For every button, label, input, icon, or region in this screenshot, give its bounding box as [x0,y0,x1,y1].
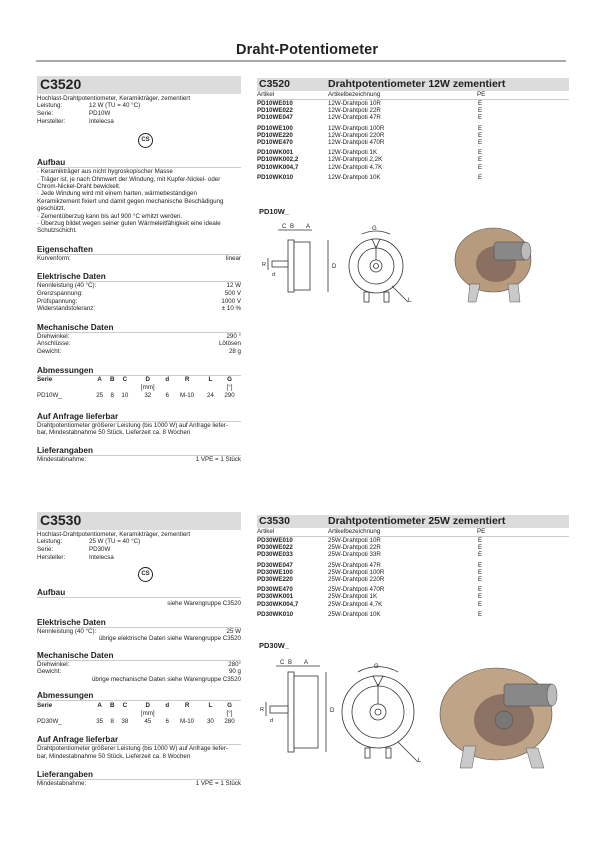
dim-cell: 8 [110,717,114,725]
dim-cell: A [97,701,102,709]
dim-cell: C [122,376,128,384]
article-pe: E [478,561,483,569]
c3530-elek-heading: Elektrische Daten [37,617,106,627]
aufbau-bullet: · Keramikträger aus nicht hygroskopischer Masse [37,168,173,176]
dim-cell: PD10W_ [37,392,62,400]
article-description: 25W-Drahtpoti 1K [328,593,378,601]
c3520-aufbau-list [37,168,241,235]
dim-cell [117,384,132,392]
c3530-aufbau-ref: siehe Warengruppe C3520 [167,600,241,608]
article-pe: E [478,544,483,552]
dim-cell [107,384,117,392]
table-row [257,551,569,558]
article-pe: E [478,610,483,618]
table-row [257,132,569,139]
table-row [257,114,569,121]
c3530-mech-note: übrige mechanische Daten siehe Warengruppe C3520 [91,675,241,683]
article-number: PD30WE022 [257,544,293,552]
c3520-kurvenform: Kurvenform: linear [37,254,241,262]
article-description: 25W-Drahtpoti 220R [328,575,385,583]
aufbau-bullet: · Zementüberzug kann bis auf 900 °C erhitzt werden. [37,212,183,220]
article-number: PD10WK002,2 [257,156,299,164]
c3530-article-table [257,515,569,618]
c3520-leistung: Leistung: 12 W (TU = 40 °C) [37,102,141,110]
article-description: 25W-Drahtpoti 470R [328,586,385,594]
c3520-article-table [257,78,569,181]
rule [37,597,241,598]
dim-cell: Serie [37,376,53,384]
cs-cert-mark: CS [138,133,153,148]
dim-row [37,392,241,400]
dim-cell: L [208,376,213,384]
dim-cell [171,709,202,717]
dim-cell: 45 [144,717,152,725]
table-row [257,164,569,171]
article-description: 25W-Drahtpoti 10K [328,610,381,618]
c3520-aufbau-heading: Aufbau [37,158,66,168]
dim-cell: 35 [96,717,104,725]
table-row [257,125,569,132]
c3530-aufbau-heading: Aufbau [37,588,66,598]
article-description: 25W-Drahtpoti 100R [328,568,385,576]
dim-cell: A [97,376,102,384]
table-row [257,611,569,618]
table-row [257,537,569,544]
dim-cell: B [110,376,115,384]
article-description: 12W-Drahtpoti 220R [328,131,385,139]
article-pe: E [478,131,483,139]
dim-a-label: A [306,224,311,230]
article-pe: E [478,100,483,107]
c3520-abm-heading: Abmessungen [37,365,94,375]
c3520-eig-heading: Eigenschaften [37,244,93,254]
dim-cell: C [122,701,128,709]
c3520-anf-line2: bar, Mindestabnahme 50 Stück, Lieferzeit ca. 8 Wochen [37,429,191,436]
dim-l-label: L [408,298,412,304]
c3520-dimensions-table [37,376,241,400]
article-number: PD30WE220 [257,575,293,583]
c3530-mech-list [37,661,241,676]
dim-cell [37,709,92,717]
article-pe: E [478,537,483,544]
dim-d-big-label: D [330,708,335,714]
pd30w-photo [440,668,557,768]
dim-cell [203,384,218,392]
dim-row [37,384,241,392]
dim-cell: D [145,376,150,384]
c3530-lief-heading: Lieferangaben [37,770,93,779]
dim-cell: 38 [121,717,129,725]
dim-cell: D [145,701,150,709]
pd10w-side-flange [288,240,294,292]
dim-cell: 6 [165,717,169,725]
c3530-mech-heading: Mechanische Daten [37,650,114,660]
mech-key: Gewicht: [37,348,62,355]
mech-row [37,661,241,669]
c3520-table-header [257,78,569,91]
article-description: 25W-Drahtpoti 10R [328,537,381,544]
dim-d-small-label: d [272,272,276,278]
c3520-anf-line1: Drahtpotentiometer größerer Leistung (bis 1000 W) auf Anfrage liefer- [37,421,228,429]
article-number: PD30WE033 [257,551,293,559]
c3530-hersteller: Hersteller: Intelecsa [37,553,114,561]
pd30w-diagram-label: PD30W_ [259,641,290,650]
article-pe: E [478,551,483,559]
c3530-serie: Serie: PD30W [37,546,111,553]
article-number: PD10WE022 [257,107,293,115]
mech-value: 290 ° [226,332,241,340]
c3520-mech-list [37,333,241,356]
c3520-table-code: C3520 [259,78,290,90]
article-pe: E [478,149,483,157]
dim-b-label: B [288,660,293,666]
article-number: PD10WE100 [257,124,293,132]
article-description: 12W-Drahtpoti 10K [328,173,381,181]
dim-cell: 10 [121,392,129,400]
mech-value: 28 g [228,348,241,355]
c3530-code: C3530 [40,512,82,528]
dim-d-small-label: d [270,718,274,724]
dim-g-label: G [372,226,377,232]
article-number: PD10WE220 [257,131,293,139]
dim-cell: G [227,376,232,384]
mech-value: Lötösen [218,340,241,348]
article-description: 12W-Drahtpoti 1K [328,149,378,157]
table-row [257,586,569,593]
cs-cert-mark: CS [138,567,153,582]
table-row [257,593,569,600]
dim-r-label: R [262,262,266,268]
aufbau-bullet: Chrom-Nickel-Draht bewickelt. [37,183,121,190]
article-number: PD10WK004,7 [257,163,299,171]
article-number: PD30WE010 [257,537,293,544]
pd10w-photo [455,228,531,302]
dim-cell [107,709,117,717]
c3520-table-title: Drahtpotentiometer 12W zementiert [328,78,506,90]
article-description: 12W-Drahtpoti 2,2K [328,156,383,164]
c3530-anf-heading: Auf Anfrage lieferbar [37,735,119,745]
elek-value: 500 V [224,290,241,298]
c3530-anf-line1: Drahtpotentiometer größerer Leistung (bis 1000 W) auf Anfrage liefer- [37,745,228,753]
table-row [257,107,569,114]
elek-value: 12 W [226,282,241,290]
elek-key: Widerstandstoleranz: [37,305,96,313]
dim-cell: 32 [144,392,152,400]
c3520-hersteller: Hersteller: Intelecsa [37,117,114,125]
dim-cell: G [227,701,232,709]
article-number: PD10WE470 [257,138,293,146]
dim-cell: [°] [226,709,233,717]
table-row [257,100,569,107]
dim-cell: [mm] [140,709,155,717]
dim-cell: Serie [37,701,53,709]
aufbau-bullet: Schutzschicht. [37,227,77,235]
title-rule [36,60,566,62]
dim-cell [92,384,107,392]
article-number: PD30WK001 [257,593,294,601]
dim-cell [163,384,171,392]
dim-cell [171,384,202,392]
mech-key: Drehwinkel: [37,660,70,668]
article-description: 12W-Drahtpoti 47R [328,114,381,122]
mech-value: 280° [228,660,241,668]
article-pe: E [478,156,483,164]
mech-key: Drehwinkel: [37,332,70,340]
dim-cell [37,384,92,392]
table-row [257,569,569,576]
mech-row [37,668,241,676]
dim-cell: 24 [206,392,214,400]
c3520-code: C3520 [40,76,82,92]
aufbau-bullet: · Jede Windung wird mit einem harten, wärmebeständigen [37,190,197,198]
dim-cell: [mm] [140,384,155,392]
elek-row [37,298,241,306]
article-pe: E [478,586,483,594]
c3520-lief-heading: Lieferangaben [37,446,93,456]
dim-c-label: C [280,660,285,666]
dim-cell: 25 [96,392,104,400]
dim-cell: B [110,701,115,709]
article-pe: E [478,173,483,181]
dim-g-label: G [374,664,379,670]
dim-cell [92,709,107,717]
dim-a-label: A [304,660,309,666]
table-row [257,562,569,569]
article-pe: E [478,593,483,601]
dim-r-label: R [260,707,264,713]
dim-cell: M-10 [180,717,195,725]
article-pe: E [478,124,483,132]
article-description: 12W-Drahtpoti 22R [328,107,381,115]
dim-cell: 290 [224,392,235,400]
article-pe: E [478,163,483,171]
c3530-abm-heading: Abmessungen [37,691,94,701]
article-description: 12W-Drahtpoti 4,7K [328,163,383,171]
dim-row [37,709,241,717]
article-description: 12W-Drahtpoti 470R [328,138,385,146]
elek-key: Grenzspannung: [37,290,83,298]
c3520-spec-panel [37,76,241,464]
article-description: 25W-Drahtpoti 33R [328,551,381,559]
dim-cell: PD30W_ [37,717,62,725]
c3530-table-header [257,515,569,528]
dim-cell: M-10 [180,392,195,400]
table-row [257,149,569,156]
c3520-mech-heading: Mechanische Daten [37,322,114,332]
dim-cell: 280 [224,717,235,725]
article-description: 25W-Drahtpoti 22R [328,544,381,552]
dim-l-label: L [418,758,422,764]
c3530-spec-panel [37,512,241,788]
elek-row [37,305,241,313]
elek-key: Nennleistung (40 °C): [37,282,97,290]
dim-d-big-label: D [332,264,337,270]
article-number: PD30WE047 [257,561,293,569]
c3530-table-rows [257,537,569,618]
mech-key: Gewicht: [37,668,62,676]
pd10w-diagram-label: PD10W_ [259,207,290,216]
table-row [257,576,569,583]
dim-b-label: B [290,224,295,230]
mech-value: 90 g [228,668,241,676]
pd10w-shaft [272,261,288,267]
article-description: 12W-Drahtpoti 100R [328,124,385,132]
article-description: 25W-Drahtpoti 4,7K [328,600,383,608]
c3530-dimensions-table [37,701,241,725]
aufbau-bullet: · Überzug bildet wegen seiner guten Wärmeleitfähigkeit eine ideale [37,220,221,228]
article-number: PD10WK001 [257,149,294,157]
page-title: Draht-Potentiometer [236,42,379,58]
c3530-elek-note: übrige elektrische Daten siehe Warengruppe C3520 [98,635,241,643]
elek-row [37,282,241,290]
c3530-header-band [37,512,241,530]
dim-cell: R [184,701,190,709]
table-row [257,601,569,608]
aufbau-bullet: geschützt. [37,205,66,213]
c3520-table-colheaders: Artikel Artikelbezeichnung PE [257,91,486,98]
table-row [257,174,569,181]
article-description: 12W-Drahtpoti 10R [328,100,381,107]
c3530-nennleistung: Nennleistung (40 °C): 25 W [37,627,241,635]
article-number: PD10WE047 [257,114,293,122]
table-row [257,139,569,146]
article-number: PD10WK010 [257,173,294,181]
dim-cell: 8 [110,392,114,400]
elek-row [37,290,241,298]
dim-cell: [°] [226,384,233,392]
dim-cell [203,709,218,717]
c3530-table-title: Drahtpotentiometer 25W zementiert [328,515,506,527]
table-row [257,544,569,551]
c3520-elek-heading: Elektrische Daten [37,272,106,282]
mech-row [37,333,241,341]
mech-key: Anschlüsse: [37,340,71,348]
dim-c-label: C [282,224,287,230]
table-row [257,156,569,163]
dim-cell: 6 [165,392,169,400]
dim-cell: d [165,701,170,709]
aufbau-bullet: · Träger ist, je nach Ohmwert der Windung, mit Kupfer-Nickel- oder [37,175,221,183]
dim-cell [117,709,132,717]
c3530-leistung: Leistung: 25 W (TU = 40 °C) [37,538,141,546]
c3520-header-band [37,76,241,94]
dim-cell: R [184,376,190,384]
c3530-table-colheaders: Artikel Artikelbezeichnung PE [257,528,486,535]
article-pe: E [478,107,483,115]
pd30w-drawing [258,654,568,774]
dim-row [37,376,241,384]
article-pe: E [478,600,483,608]
c3520-table-rows [257,100,569,181]
dim-row [37,701,241,709]
article-number: PD30WE470 [257,586,293,594]
dim-row [37,717,241,725]
elek-value: ± 10 % [221,305,241,313]
dim-cell: L [208,701,213,709]
article-pe: E [478,575,483,583]
article-pe: E [478,568,483,576]
dim-cell: 30 [206,717,214,725]
elek-key: Prüfspannung: [37,297,78,305]
c3520-serie: Serie: PD10W [37,110,111,117]
article-pe: E [478,114,483,122]
article-number: PD30WK010 [257,610,294,618]
article-description: 25W-Drahtpoti 47R [328,561,381,569]
article-pe: E [478,138,483,146]
c3530-anf-line2: bar, Mindestabnahme 50 Stück, Lieferzeit ca. 8 Wochen [37,752,191,760]
c3520-mindestabnahme: Mindestabnahme: 1 VPE = 1 Stück [37,456,241,464]
dim-cell: d [165,376,170,384]
mech-row [37,348,241,356]
c3520-anf-heading: Auf Anfrage lieferbar [37,411,119,421]
article-number: PD10WE010 [257,100,293,107]
c3520-description: Hochlast-Drahtpotentiometer, Keramikträger, zementiert [37,95,191,102]
aufbau-bullet: Keramikzement fixiert und damit gegen mechanische Beschädigung [37,197,224,205]
c3530-mindestabnahme: Mindestabnahme: 1 VPE = 1 Stück [37,780,241,787]
pd10w-drawing [258,218,568,318]
mech-row [37,340,241,348]
article-number: PD30WE100 [257,568,293,576]
c3530-table-code: C3530 [259,515,290,527]
c3530-description: Hochlast-Drahtpotentiometer, Keramikträger, zementiert [37,531,191,538]
pd10w-side-body [294,242,310,290]
dim-cell [163,709,171,717]
article-number: PD30WK004,7 [257,600,299,608]
elek-value: 1000 V [221,297,241,305]
c3520-elek-list [37,282,241,312]
